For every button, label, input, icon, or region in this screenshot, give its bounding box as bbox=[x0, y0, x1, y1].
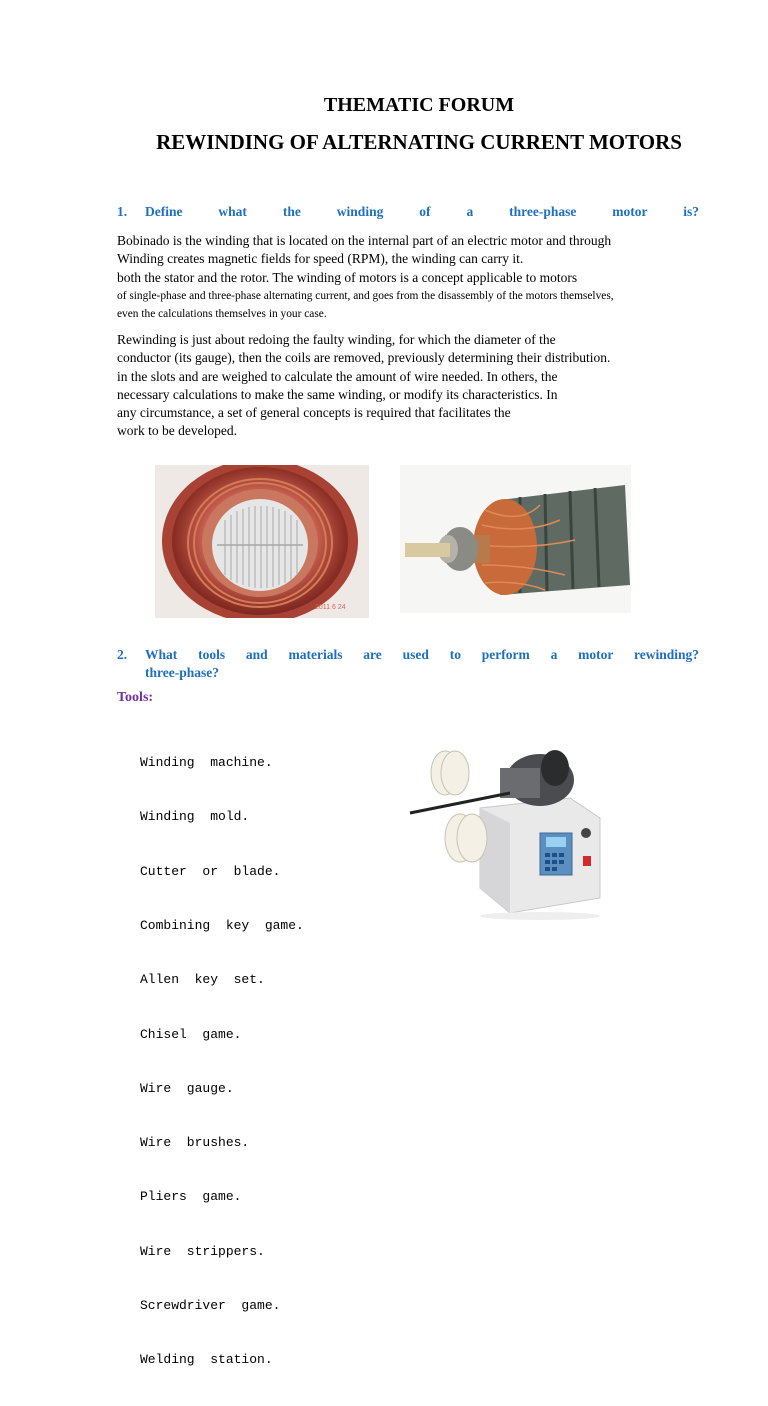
paragraph-line: of single-phase and three-phase alternating current, and goes from the disassembly of the motors themselves, bbox=[117, 289, 614, 302]
list-item: Winding mold. bbox=[140, 809, 250, 825]
question-1-text: Define what the winding of a three-phase motor is? bbox=[145, 204, 699, 219]
question-1 bbox=[117, 204, 699, 220]
list-item: Combining key game. bbox=[140, 918, 304, 934]
question-2-text-line2: three-phase? bbox=[145, 665, 219, 680]
question-2 bbox=[117, 646, 699, 682]
photo-date-stamp: 2011 6 24 bbox=[315, 604, 346, 611]
rotor-armature-photo bbox=[400, 465, 631, 613]
paragraph-line: both the stator and the rotor. The winding of motors is a concept applicable to motors bbox=[117, 269, 578, 285]
list-item: Welding station. bbox=[140, 1352, 273, 1368]
list-item: Wire strippers. bbox=[140, 1243, 265, 1259]
paragraph-rewinding bbox=[117, 331, 707, 441]
list-item: Cutter or blade. bbox=[140, 863, 281, 879]
list-item: Allen key set. bbox=[140, 972, 265, 988]
paragraph-line: conductor (its gauge), then the coils are removed, previously determining their distribution. bbox=[117, 350, 611, 366]
paragraph-line: necessary calculations to make the same winding, or modify its characteristics. In bbox=[117, 386, 558, 402]
question-1-number: 1. bbox=[117, 204, 128, 219]
paragraph-line: even the calculations themselves in your case. bbox=[117, 308, 327, 321]
paragraph-winding-definition bbox=[117, 232, 707, 323]
list-item: Wire brushes. bbox=[140, 1135, 250, 1151]
paragraph-line: Winding creates magnetic fields for speed (RPM), the winding can carry it. bbox=[117, 251, 524, 267]
list-item: Winding machine. bbox=[140, 755, 273, 771]
question-2-number: 2. bbox=[117, 647, 128, 662]
paragraph-line: Bobinado is the winding that is located on the internal part of an electric motor and through bbox=[117, 233, 612, 248]
document-subtitle: REWINDING OF ALTERNATING CURRENT MOTORS bbox=[156, 130, 682, 154]
list-item: Wire gauge. bbox=[140, 1080, 234, 1096]
list-item: Screwdriver game. bbox=[140, 1298, 281, 1313]
paragraph-line: in the slots and are weighed to calculate the amount of wire needed. In others, the bbox=[117, 368, 558, 384]
tools-list bbox=[140, 718, 304, 1406]
list-item: Chisel game. bbox=[140, 1026, 242, 1042]
stator-winding-photo bbox=[155, 465, 369, 618]
question-2-text-line1: What tools and materials are used to perform a motor rewinding? bbox=[145, 647, 699, 662]
tools-heading: Tools: bbox=[117, 690, 154, 705]
list-item: Pliers game. bbox=[140, 1189, 242, 1205]
paragraph-line: work to be developed. bbox=[117, 423, 237, 439]
paragraph-line: Rewinding is just about redoing the faulty winding, for which the diameter of the bbox=[117, 332, 556, 347]
paragraph-line: any circumstance, a set of general concepts is required that facilitates the bbox=[117, 405, 511, 421]
document-title: THEMATIC FORUM bbox=[323, 94, 515, 116]
winding-machine-photo bbox=[400, 738, 625, 920]
